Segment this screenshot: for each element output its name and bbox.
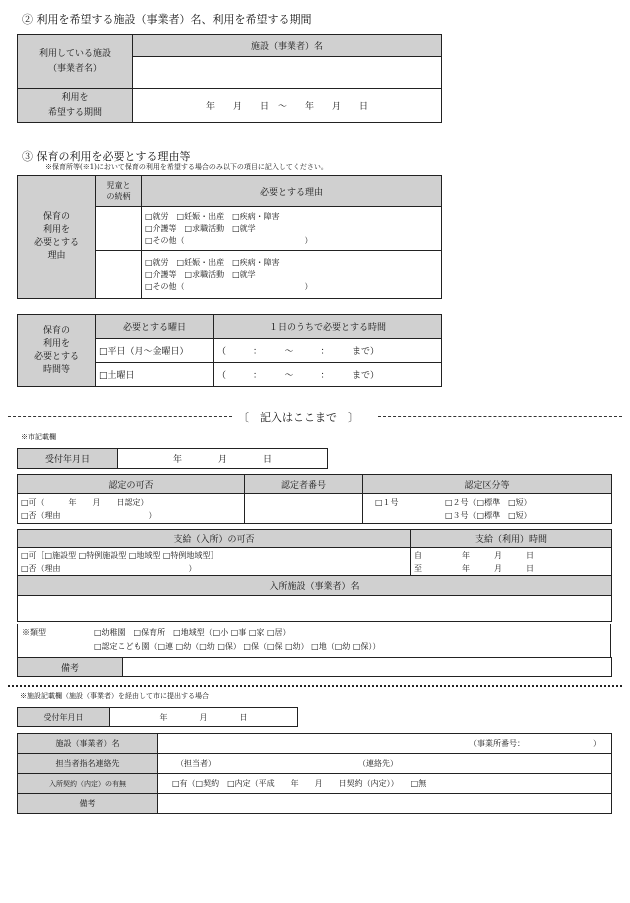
category-2-checkbox[interactable]: □２号（□標準 □短） bbox=[445, 498, 532, 507]
facility-received-label: 受付年月日 bbox=[18, 708, 110, 727]
contract-options[interactable]: □有（□契約 □内定（平成 年 月 日契約（内定）） □無 bbox=[158, 774, 612, 794]
cert-no-col-header: 認定者番号 bbox=[245, 475, 363, 494]
entry-facility-col-header: 入所施設（事業者）名 bbox=[18, 576, 612, 596]
day-col-header: 必要とする曜日 bbox=[96, 315, 214, 339]
payment-time-col-header: 支給（利用）時間 bbox=[411, 530, 612, 548]
reason-options[interactable]: □就労 □妊娠・出産 □疾病・障害 □介護等 □求職活動 □就学 □その他（ ） bbox=[142, 207, 442, 251]
person-field[interactable]: （担当者） bbox=[176, 759, 216, 768]
city-received-table bbox=[17, 448, 328, 469]
category-3-checkbox[interactable]: □３号（□標準 □短） bbox=[445, 511, 532, 520]
type-border-left bbox=[17, 624, 18, 658]
approval-col-header: 認定の可否 bbox=[18, 475, 245, 494]
payment-no-checkbox[interactable]: □否（理由 ） bbox=[21, 563, 197, 573]
section3-heading: ③ 保育の利用を必要とする理由等 bbox=[22, 150, 191, 163]
payment-col-header: 支給（入所）の可否 bbox=[18, 530, 411, 548]
reason-col-header: 必要とする理由 bbox=[142, 176, 442, 207]
facility-info-table bbox=[17, 733, 612, 814]
city-remarks-label: 備考 bbox=[18, 658, 123, 677]
city-payment-table bbox=[17, 529, 612, 622]
type-options-line2[interactable]: □認定こども園（□連 □幼（□幼 □保） □保（□保 □幼） □地（□幼 □保）） bbox=[94, 642, 381, 651]
contact-label: 担当者指名連絡先 bbox=[18, 754, 158, 774]
facility-name-field[interactable] bbox=[133, 57, 442, 89]
weekday-time-field[interactable]: （ ： ～ ： まで） bbox=[214, 339, 442, 363]
saturday-time-field[interactable]: （ ： ～ ： まで） bbox=[214, 363, 442, 387]
divider-line-right bbox=[378, 416, 622, 417]
section3-note: ※保育所等(※1)において保育の利用を希望する場合のみ以下の項目に記入してください。 bbox=[45, 163, 328, 171]
period-field[interactable]: 年 月 日 ～ 年 月 日 bbox=[133, 89, 442, 123]
facility-name-label: 施設（事業者）名 bbox=[18, 734, 158, 754]
category-col-header: 認定区分等 bbox=[363, 475, 612, 494]
city-remarks-table bbox=[17, 657, 612, 677]
time-table bbox=[17, 314, 442, 387]
divider-label: 〔 記入はここまで 〕 bbox=[238, 411, 359, 424]
city-received-label: 受付年月日 bbox=[18, 449, 118, 469]
city-received-field[interactable]: 年 月 日 bbox=[118, 449, 328, 469]
approval-no-checkbox[interactable]: □否（理由 ） bbox=[21, 510, 157, 520]
payment-from-field[interactable]: 自 年 月 日 bbox=[414, 550, 534, 560]
type-border-right bbox=[610, 624, 611, 658]
section-separator bbox=[8, 685, 622, 687]
reason-table bbox=[17, 175, 442, 299]
reason-label: 保育の 利用を 必要とする 理由 bbox=[18, 176, 96, 299]
divider-line-left bbox=[8, 416, 232, 417]
payment-to-field[interactable]: 至 年 月 日 bbox=[414, 563, 534, 573]
facility-label: 利用している施設 （事業者名） bbox=[18, 35, 133, 89]
weekday-checkbox[interactable]: □平日（月～金曜日） bbox=[96, 339, 214, 363]
contract-label: 入所契約（内定）の有無 bbox=[18, 774, 158, 794]
contact-field[interactable]: （連絡先） bbox=[358, 759, 398, 768]
facility-col-header: 施設（事業者）名 bbox=[133, 35, 442, 57]
category-1-checkbox[interactable]: □１号 bbox=[375, 498, 399, 507]
office-number-field[interactable]: （事業所番号： ） bbox=[158, 734, 612, 754]
city-note: ※市記載欄 bbox=[21, 433, 56, 441]
facility-remarks-label: 備考 bbox=[18, 794, 158, 814]
relation-col-header: 児童と の続柄 bbox=[96, 176, 142, 207]
city-approval-table bbox=[17, 474, 612, 524]
payment-yes-checkbox[interactable]: □可［□施設型 □特例施設型 □地域型 □特例地域型］ bbox=[21, 550, 219, 560]
facility-note: ※施設記載欄（施設（事業者）を経由して市に提出する場合 bbox=[20, 692, 209, 700]
time-col-header: １日のうちで必要とする時間 bbox=[214, 315, 442, 339]
relation-field[interactable] bbox=[96, 251, 142, 299]
facility-received-field[interactable]: 年 月 日 bbox=[110, 708, 298, 727]
entry-facility-field[interactable] bbox=[18, 596, 612, 622]
cert-no-field[interactable] bbox=[245, 494, 363, 524]
reason-options[interactable]: □就労 □妊娠・出産 □疾病・障害 □介護等 □求職活動 □就学 □その他（ ） bbox=[142, 251, 442, 299]
facility-period-table bbox=[17, 34, 442, 123]
type-label: ※類型 bbox=[22, 628, 46, 637]
facility-received-table bbox=[17, 707, 298, 727]
facility-remarks-field[interactable] bbox=[158, 794, 612, 814]
saturday-checkbox[interactable]: □土曜日 bbox=[96, 363, 214, 387]
city-remarks-field[interactable] bbox=[123, 658, 612, 677]
period-label: 利用を 希望する期間 bbox=[18, 89, 133, 123]
approval-yes-checkbox[interactable]: □可（ 年 月 日認定） bbox=[21, 497, 149, 507]
section2-heading: ② 利用を希望する施設（事業者）名、利用を希望する期間 bbox=[22, 13, 312, 26]
relation-field[interactable] bbox=[96, 207, 142, 251]
type-options-line1[interactable]: □幼稚園 □保育所 □地域型（□小 □事 □家 □居） bbox=[94, 628, 291, 637]
time-label: 保育の 利用を 必要とする 時間等 bbox=[18, 315, 96, 387]
